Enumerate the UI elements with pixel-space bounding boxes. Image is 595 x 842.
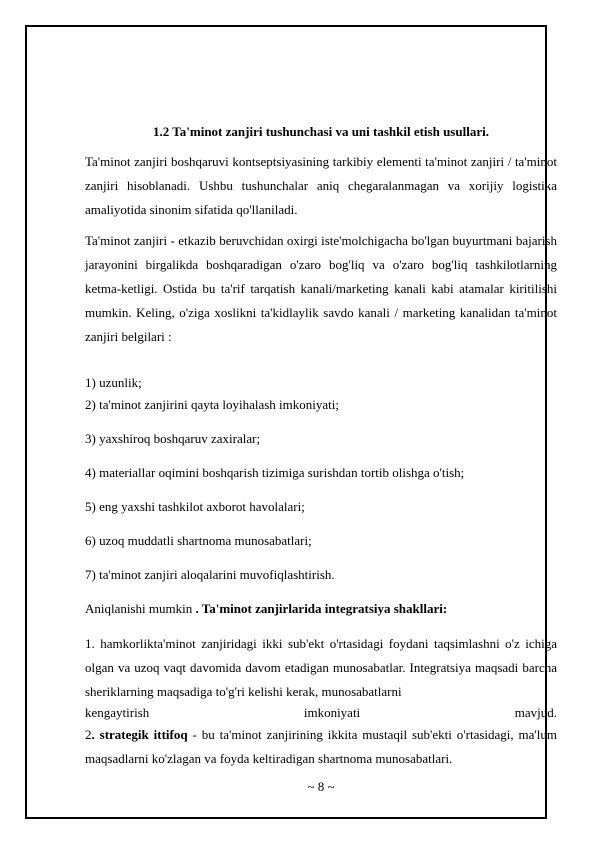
page-number: ~ 8 ~ [307,779,335,794]
form-1-word: kengaytirish [85,705,150,720]
form-2-paragraph [85,723,557,771]
list-item: 5) eng yaxshi tashkilot axborot havolalari; [85,499,305,514]
list-item: 2) ta'minot zanjirini qayta loyihalash imkoniyati; [85,397,339,412]
form-2-text: - bu ta'minot zanjirining ikkita mustaqil sub'ekti o'rtasidagi, ma'lum maqsadlarni ko'zlagan va foyda keltiradigan shartnoma munosabatlari. [85,727,557,766]
paragraph-supply-chain: Ta'minot zanjiri - etkazib beruvchidan oxirgi iste'molchigacha bo'lgan buyurtmani bajarish jarayonini birgalikda boshqaradigan o'zaro bog'liq va o'zaro bog'liq tashkilotlarning ketma-ketligi. Ostida bu ta'rif tarqatish kanali/marketing kanali kabi atamalar kiritilishi mumkin. Keling, o'ziga xoslikni ta'kidlaylik savdo kanali / marketing kanalidan ta'minot zanjiri belgilari : [85,233,557,344]
paragraph-definition: Ta'minot zanjiri boshqaruvi kontseptsiyasining tarkibiy elementi ta'minot zanjiri / ta'minot zanjiri hisoblanadi. Ushbu tushunchalar aniq chegaralanmagan va xorijiy logistika amaliyotida sinonim sifatida qo'llaniladi. [85,154,557,217]
form-2-number: 2 [85,727,92,742]
form-2-term: . strategik ittifoq [91,727,188,742]
form-1-last-line [85,705,557,721]
integration-intro: Aniqlanishi mumkin [85,601,193,616]
form-1-word: mavjud. [514,705,558,720]
integration-heading: . Ta'minot zanjirlarida integratsiya shakllari: [195,601,448,616]
form-1-word: imkoniyati [303,705,361,720]
section-title: 1.2 Ta'minot zanjiri tushunchasi va uni tashkil etish usullari. [153,124,489,139]
form-1-paragraph: 1. hamkorlikta'minot zanjiridagi ikki sub'ekt o'rtasidagi foydani taqsimlashni o'z ichiga olgan va uzoq vaqt davomida davom etadigan munosabatlar. Integratsiya maqsadi barcha sheriklarning maqsadiga to'g'ri kelishi kerak, munosabatlarni [85,636,557,699]
list-item: 6) uzoq muddatli shartnoma munosabatlari; [85,533,312,548]
integration-heading-line [85,601,557,617]
list-item: 4) materiallar oqimini boshqarish tizimiga surishdan tortib olishga o'tish; [85,465,465,480]
list-item: 7) ta'minot zanjiri aloqalarini muvofiqlashtirish. [85,567,335,582]
list-item: 1) uzunlik; [85,375,142,390]
list-item: 3) yaxshiroq boshqaruv zaxiralar; [85,431,261,446]
